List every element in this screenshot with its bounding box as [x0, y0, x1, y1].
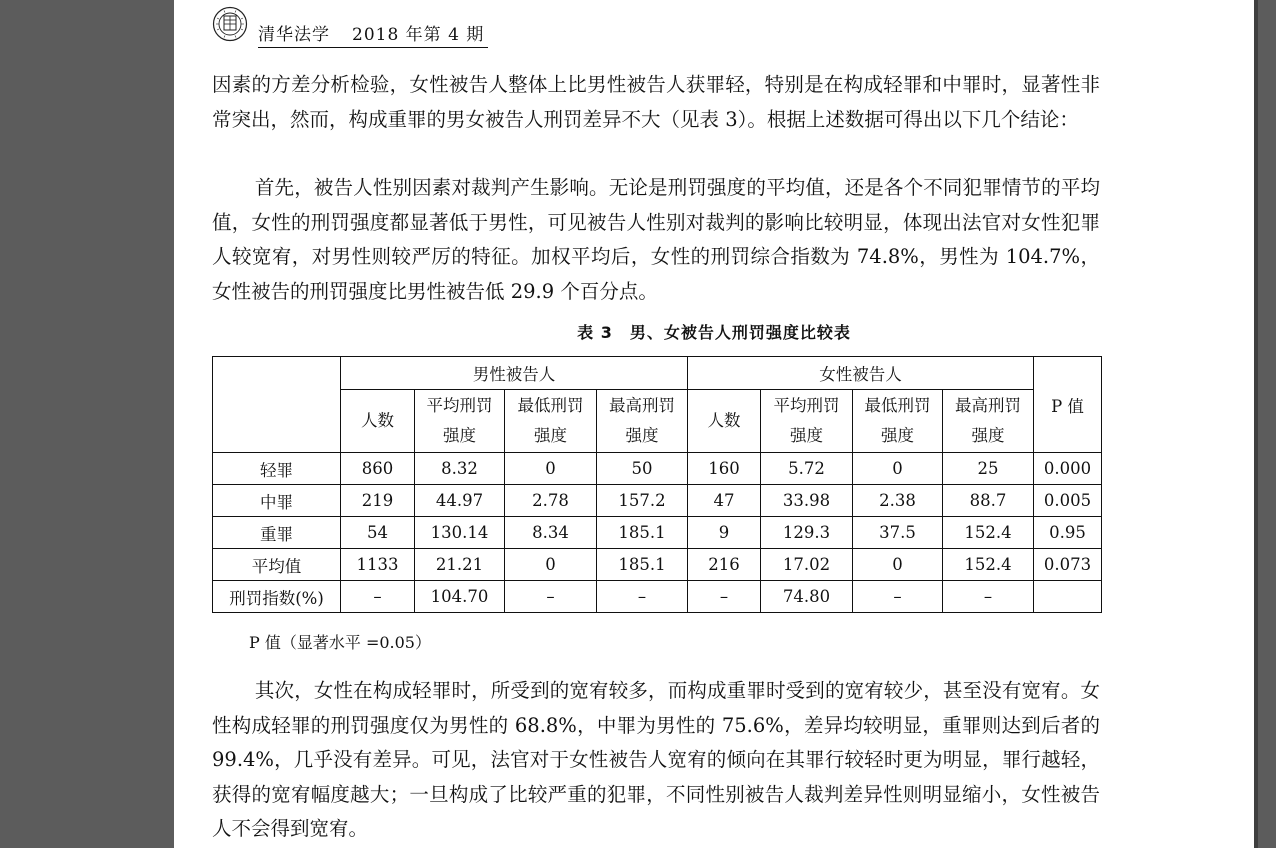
table-cell: 0.95 [1034, 517, 1102, 549]
p-value-header: P 值 [1034, 357, 1102, 453]
sub-header-cell: 最高刑罚 强度 [597, 390, 688, 453]
journal-issue: 2018 年第 4 期 [352, 25, 485, 45]
table-cell: 0.005 [1034, 485, 1102, 517]
table-row [213, 485, 1102, 517]
row-label: 重罪 [213, 517, 341, 549]
table-cell: 860 [341, 453, 415, 485]
table-cell: 160 [688, 453, 761, 485]
table-cell: 0 [505, 453, 597, 485]
table-cell: 74.80 [761, 581, 853, 613]
comparison-table [212, 356, 1102, 613]
table-cell: 8.32 [415, 453, 505, 485]
table-cell: – [943, 581, 1034, 613]
table-cell: 88.7 [943, 485, 1034, 517]
table-cell: 25 [943, 453, 1034, 485]
table-cell: 33.98 [761, 485, 853, 517]
table-cell: 130.14 [415, 517, 505, 549]
table-row [213, 581, 1102, 613]
table-cell: 17.02 [761, 549, 853, 581]
row-label: 刑罚指数(%) [213, 581, 341, 613]
sub-header-cell: 最低刑罚 强度 [505, 390, 597, 453]
table-cell: 47 [688, 485, 761, 517]
table-note: P 值（显著水平 =0.05） [249, 633, 431, 652]
paragraph-1: 因素的方差分析检验，女性被告人整体上比男性被告人获罪轻，特别是在构成轻罪和中罪时，显著性非常突出，然而，构成重罪的男女被告人刑罚差异不大（见表 3）。根据上述数据可得出以下几个结论： [212, 73, 1100, 131]
university-seal-icon [212, 6, 248, 42]
table-cell: 44.97 [415, 485, 505, 517]
table-cell: 9 [688, 517, 761, 549]
table-cell: 2.38 [853, 485, 943, 517]
sub-header-cell: 最低刑罚 强度 [853, 390, 943, 453]
table-cell: 2.78 [505, 485, 597, 517]
table-cell: 21.21 [415, 549, 505, 581]
sub-header-cell: 平均刑罚 强度 [415, 390, 505, 453]
table-cell [1034, 581, 1102, 613]
table-cell: – [505, 581, 597, 613]
sub-header-cell: 人数 [341, 390, 415, 453]
paragraph-3: 其次，女性在构成轻罪时，所受到的宽宥较多，而构成重罪时受到的宽宥较少，甚至没有宽宥。女性构成轻罪的刑罚强度仅为男性的 68.8%，中罪为男性的 75.6%，差异均较明显，重罪则达到后者的 99.4%，几乎没有差异。可见，法官对于女性被告人宽宥的倾向在其罪行较轻时更为明显，罪行越轻，获得的宽宥幅度越大；一旦构成了比较严重的犯罪，不同性别被告人裁判差异性则明显缩小，女性被告人不会得到宽宥。 [212, 679, 1100, 840]
table-cell: 152.4 [943, 517, 1034, 549]
table-cell: 152.4 [943, 549, 1034, 581]
corner-cell [213, 357, 341, 453]
row-label: 平均值 [213, 549, 341, 581]
table-subheader-row [213, 390, 1102, 453]
journal-name: 清华法学 [258, 25, 330, 45]
male-group-header: 男性被告人 [341, 357, 688, 390]
table-row [213, 453, 1102, 485]
row-label: 轻罪 [213, 453, 341, 485]
table-cell: 219 [341, 485, 415, 517]
table-cell: – [597, 581, 688, 613]
table-cell: – [853, 581, 943, 613]
sub-header-cell: 平均刑罚 强度 [761, 390, 853, 453]
paragraph-2: 首先，被告人性别因素对裁判产生影响。无论是刑罚强度的平均值，还是各个不同犯罪情节的平均值，女性的刑罚强度都显著低于男性，可见被告人性别对裁判的影响比较明显，体现出法官对女性犯罪人较宽宥，对男性则较严厉的特征。加权平均后，女性的刑罚综合指数为 74.8%，男性为 104.7%，女性被告的刑罚强度比男性被告低 29.9 个百分点。 [212, 176, 1100, 303]
table-cell: 104.70 [415, 581, 505, 613]
table-cell: 37.5 [853, 517, 943, 549]
table-cell: 8.34 [505, 517, 597, 549]
table-cell: 185.1 [597, 517, 688, 549]
table-cell: 0 [853, 453, 943, 485]
table-cell: 5.72 [761, 453, 853, 485]
row-label: 中罪 [213, 485, 341, 517]
table-cell: – [688, 581, 761, 613]
table-row [213, 517, 1102, 549]
table-caption: 表 3 男、女被告人刑罚强度比较表 [577, 323, 851, 342]
table-cell: 0.073 [1034, 549, 1102, 581]
sub-header-cell: 最高刑罚 强度 [943, 390, 1034, 453]
table-header-row [213, 357, 1102, 390]
page-header [212, 4, 1254, 44]
table-cell: 129.3 [761, 517, 853, 549]
table-cell: 216 [688, 549, 761, 581]
sub-header-cell: 人数 [688, 390, 761, 453]
page-edge [1254, 0, 1258, 848]
table-cell: 0 [505, 549, 597, 581]
table-cell: 157.2 [597, 485, 688, 517]
running-header [258, 20, 488, 48]
document-page [174, 0, 1254, 848]
table-cell: 54 [341, 517, 415, 549]
female-group-header: 女性被告人 [688, 357, 1034, 390]
table-cell: 0 [853, 549, 943, 581]
table-cell: 50 [597, 453, 688, 485]
table-cell: 1133 [341, 549, 415, 581]
table-row [213, 549, 1102, 581]
table-cell: 0.000 [1034, 453, 1102, 485]
table-cell: – [341, 581, 415, 613]
table-cell: 185.1 [597, 549, 688, 581]
